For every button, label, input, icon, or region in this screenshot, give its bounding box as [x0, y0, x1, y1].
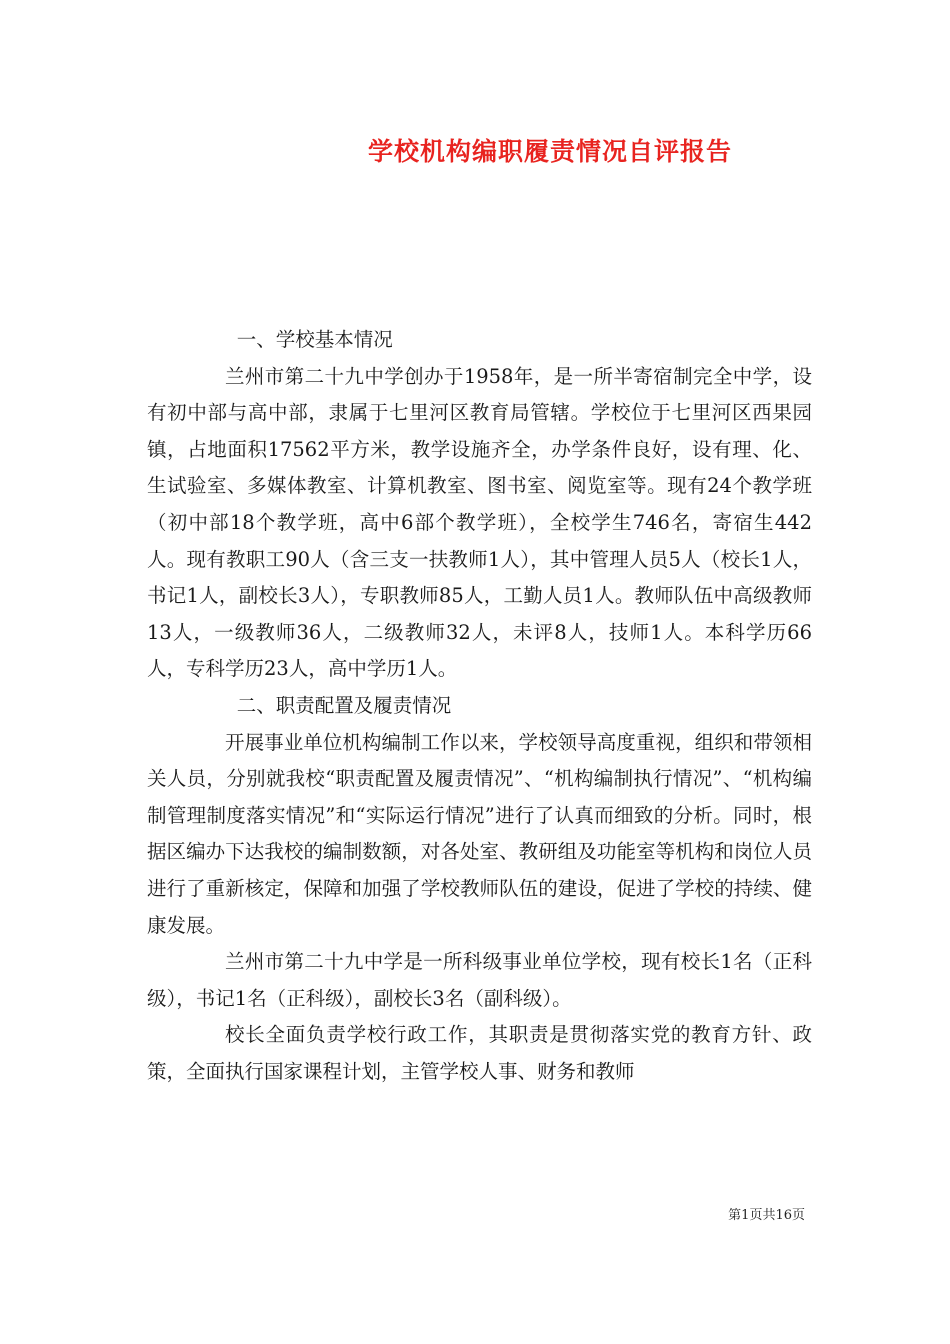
- document-body: [147, 322, 812, 1090]
- page-number: 第1页共16页: [728, 1208, 805, 1223]
- paragraph-duties-intro: 开展事业单位机构编制工作以来，学校领导高度重视，组织和带领相关人员，分别就我校“职责配置及履责情况”、“机构编制执行情况”、“机构编制管理制度落实情况”和“实际运行情况”进行了认真而细致的分析。同时，根据区编办下达我校的编制数额，对各处室、教研组及功能室等机构和岗位人员进行了重新核定，保障和加强了学校教师队伍的建设，促进了学校的持续、健康发展。: [147, 730, 812, 937]
- paragraph-basic-info: 兰州市第二十九中学创办于1958年，是一所半寄宿制完全中学，设有初中部与高中部，隶属于七里河区教育局管辖。学校位于七里河区西果园镇，占地面积17562平方米，教学设施齐全，办学条件良好，设有理、化、生试验室、多媒体教室、计算机教室、图书室、阅览室等。现有24个教学班（初中部18个教学班，高中6部个教学班），全校学生746名，寄宿生442人。现有教职工90人（含三支一扶教师1人），其中管理人员5人（校长1人，书记1人，副校长3人），专职教师85人，工勤人员1人。教师队伍中高级教师13人，一级教师36人，二级教师32人，未评8人，技师1人。本科学历66人，专科学历23人，高中学历1人。: [147, 364, 812, 681]
- section-heading-duties: 二、职责配置及履责情况: [236, 693, 452, 717]
- section-heading-basic-info: 一、学校基本情况: [236, 328, 393, 351]
- paragraph-school-leadership: 兰州市第二十九中学是一所科级事业单位学校，现有校长1名（正科级），书记1名（正科级），副校长3名（副科级）。: [147, 950, 812, 1010]
- paragraph-principal-duties: 校长全面负责学校行政工作，其职责是贯彻落实党的教育方针、政策，全面执行国家课程计划，主管学校人事、财务和教师: [147, 1023, 812, 1083]
- document-title: 学校机构编职履责情况自评报告: [367, 137, 732, 166]
